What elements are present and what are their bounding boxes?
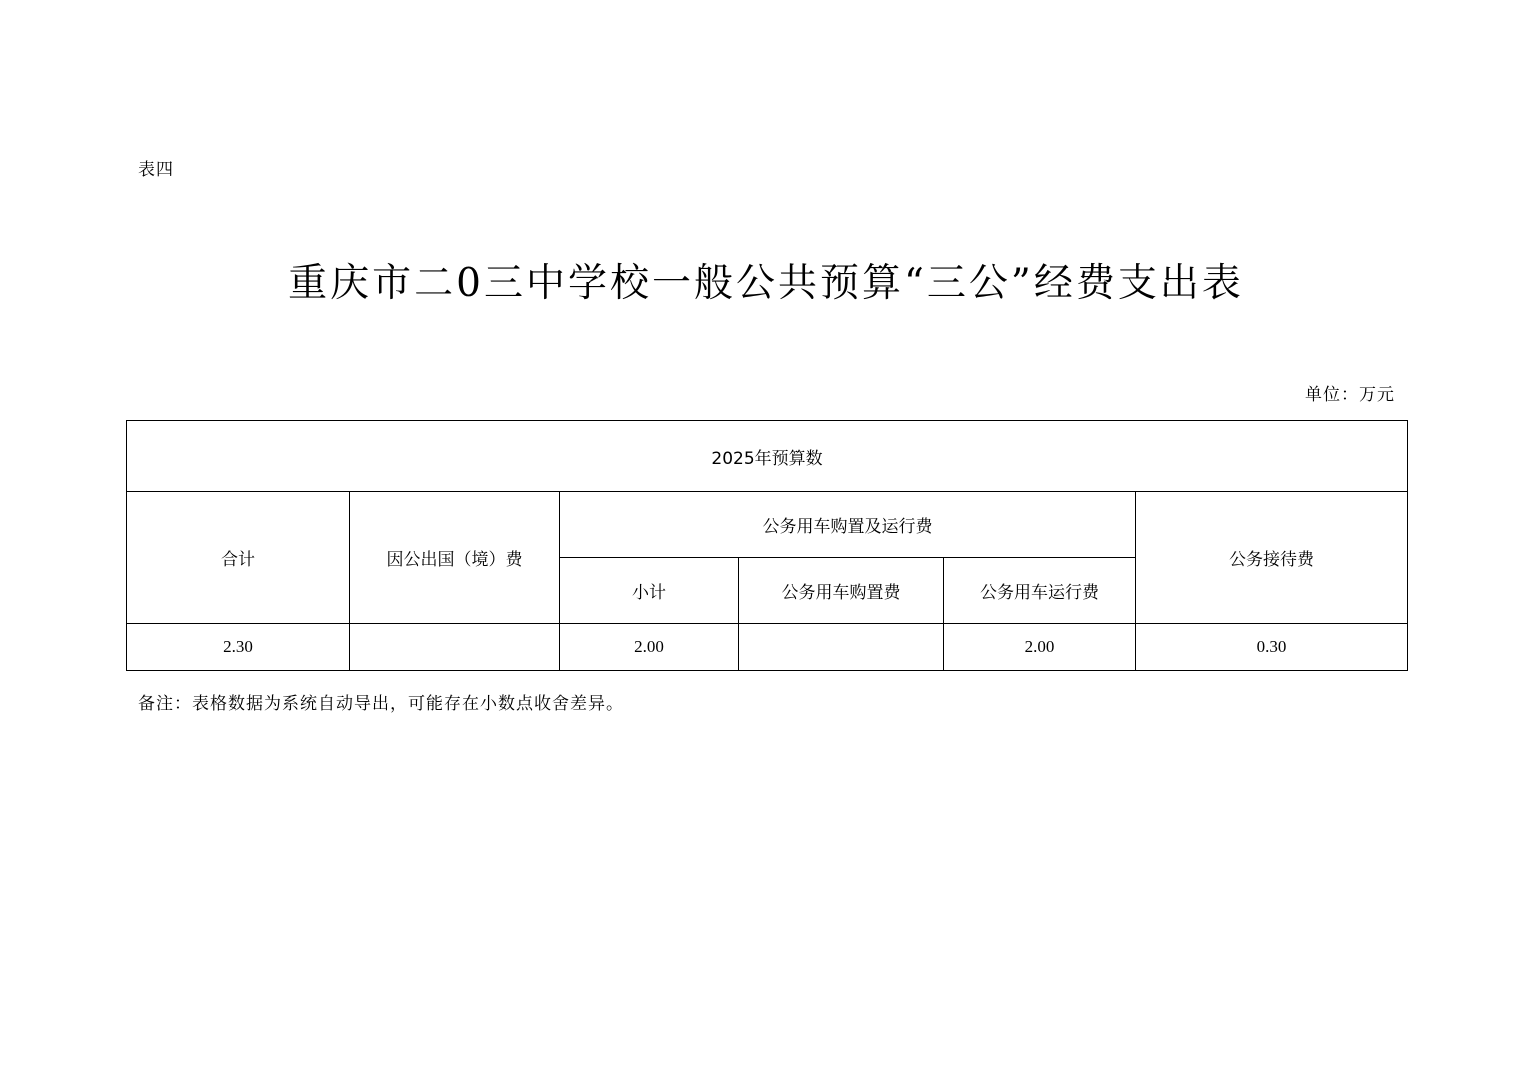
unit-label: 单位：万元	[1305, 385, 1395, 405]
header-overseas: 因公出国（境）费	[350, 492, 560, 624]
cell-total: 2.30	[127, 624, 350, 671]
footnote: 备注：表格数据为系统自动导出，可能存在小数点收舍差异。	[138, 694, 624, 714]
header-reception: 公务接待费	[1136, 492, 1408, 624]
header-vehicle-group: 公务用车购置及运行费	[560, 492, 1136, 558]
page-title: 重庆市二0三中学校一般公共预算“三公”经费支出表	[288, 261, 1244, 306]
header-vehicle-operation: 公务用车运行费	[944, 558, 1136, 624]
table-label: 表四	[138, 160, 174, 180]
header-total: 合计	[127, 492, 350, 624]
header-budget-year: 2025年预算数	[127, 421, 1408, 492]
table-row	[127, 624, 1408, 671]
table-header-row-1	[127, 492, 1408, 558]
cell-vehicle-operation: 2.00	[944, 624, 1136, 671]
table-top-header-row	[127, 421, 1408, 492]
cell-subtotal: 2.00	[560, 624, 739, 671]
header-vehicle-purchase: 公务用车购置费	[739, 558, 944, 624]
cell-reception: 0.30	[1136, 624, 1408, 671]
budget-table	[126, 420, 1408, 671]
header-subtotal: 小计	[560, 558, 739, 624]
cell-overseas	[350, 624, 560, 671]
cell-vehicle-purchase	[739, 624, 944, 671]
